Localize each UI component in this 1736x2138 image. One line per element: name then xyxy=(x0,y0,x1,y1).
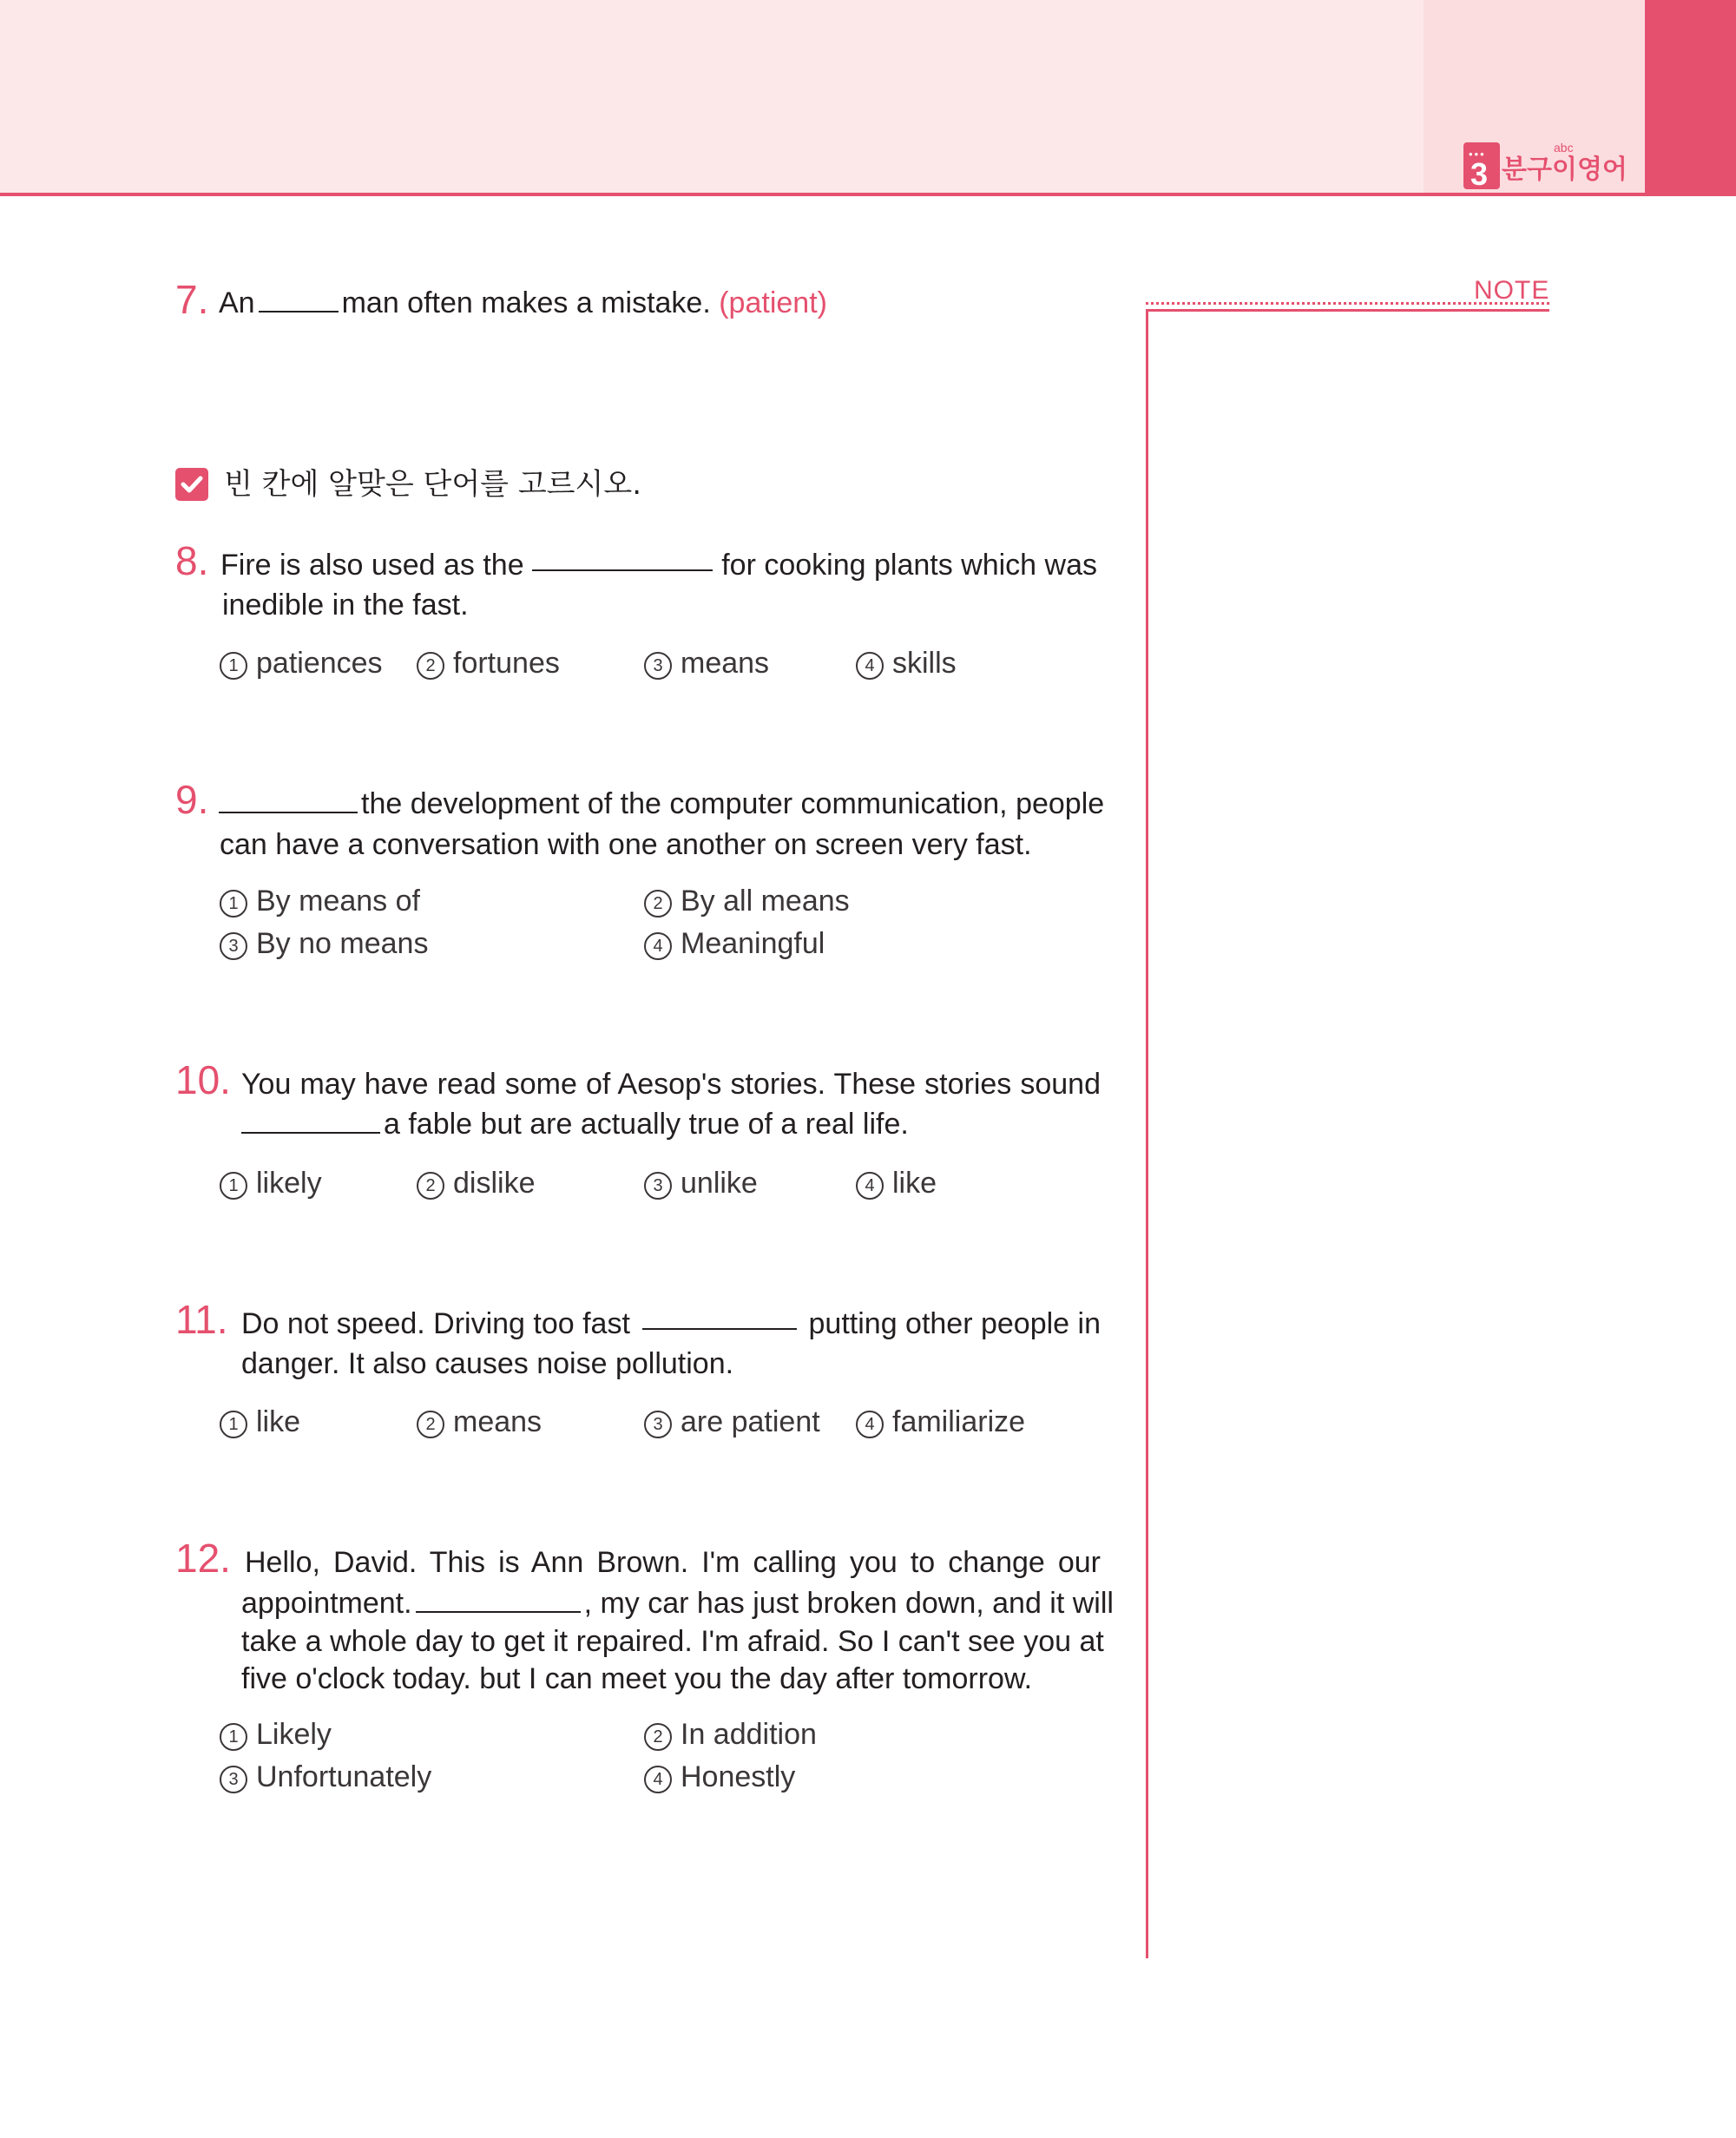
hint-word: (patient) xyxy=(719,286,827,319)
logo-number: 3 xyxy=(1470,156,1489,192)
option-1[interactable]: 1 patiences xyxy=(220,644,383,682)
question-text-line: take a whole day to get it repaired. I'm afraid. So I can't see you at xyxy=(241,1625,1104,1658)
question-text-line: appointment. , my car has just broken down, and it will xyxy=(241,1587,1114,1620)
section-instruction: 빈 칸에 알맞은 단어를 고르시오. xyxy=(224,467,642,502)
note-label: NOTE xyxy=(1474,276,1550,305)
logo-badge xyxy=(1463,142,1500,192)
question-number: 10. xyxy=(175,1057,231,1102)
option-1[interactable]: 1 Likely xyxy=(220,1715,332,1753)
logo-dots: ••• xyxy=(1469,148,1486,161)
question-text-line: five o'clock today. but I can meet you the day after tomorrow. xyxy=(241,1662,1033,1695)
question-number: 12. xyxy=(175,1536,231,1581)
logo-abc: abc xyxy=(1554,141,1574,155)
option-4[interactable]: 4 familiarize xyxy=(856,1403,1025,1441)
question-text-line: danger. It also causes noise pollution. xyxy=(241,1347,734,1380)
option-3[interactable]: 3 By no means xyxy=(220,924,428,963)
option-1[interactable]: 1 like xyxy=(220,1403,300,1441)
answer-blank xyxy=(241,1108,380,1134)
option-4[interactable]: 4 Honestly xyxy=(644,1758,795,1796)
answer-blank xyxy=(532,545,713,571)
header-accent-bar xyxy=(1645,0,1736,194)
question-text-line: You may have read some of Aesop's stories. These stories sound xyxy=(241,1068,1101,1101)
logo-text: 분구이영어 xyxy=(1502,155,1628,185)
option-4[interactable]: 4 Meaningful xyxy=(644,924,825,963)
header-divider xyxy=(0,193,1736,196)
question-text-line: Fire is also used as the for cooking plants which was xyxy=(220,545,1097,585)
question-text-line: Hello, David. This is Ann Brown. I'm calling you to change our xyxy=(245,1546,1101,1579)
option-2[interactable]: 2 fortunes xyxy=(417,644,560,682)
option-1[interactable]: 1 By means of xyxy=(220,882,420,920)
option-2[interactable]: 2 In addition xyxy=(644,1715,817,1753)
option-1[interactable]: 1 likely xyxy=(220,1164,322,1202)
publisher-logo xyxy=(1463,141,1628,193)
option-4[interactable]: 4 like xyxy=(856,1164,937,1202)
question-text-line: a fable but are actually true of a real life. xyxy=(241,1104,909,1144)
option-4[interactable]: 4 skills xyxy=(856,644,957,682)
question-number: 8. xyxy=(175,538,209,583)
question-text-line: inedible in the fast. xyxy=(222,589,469,622)
option-3[interactable]: 3 Unfortunately xyxy=(220,1758,431,1796)
answer-blank xyxy=(642,1304,797,1330)
question-text-line: the development of the computer communication, people xyxy=(219,784,1104,824)
question-number: 7. xyxy=(175,277,209,322)
question-text: An man often makes a mistake. (patient) xyxy=(219,286,827,319)
question-text-line: Do not speed. Driving too fast putting other people in xyxy=(241,1304,1101,1344)
option-2[interactable]: 2 means xyxy=(417,1403,542,1441)
option-2[interactable]: 2 dislike xyxy=(417,1164,535,1202)
note-dotted-rule xyxy=(1146,302,1549,305)
answer-blank xyxy=(259,286,339,312)
answer-blank xyxy=(219,787,358,813)
question-number: 11. xyxy=(175,1297,228,1342)
option-3[interactable]: 3 means xyxy=(644,644,769,682)
question-text-line: can have a conversation with one another on screen very fast. xyxy=(220,828,1032,861)
answer-blank xyxy=(416,1587,581,1613)
option-3[interactable]: 3 unlike xyxy=(644,1164,758,1202)
note-margin-line xyxy=(1146,309,1148,1958)
option-2[interactable]: 2 By all means xyxy=(644,882,850,920)
checkbox-icon xyxy=(175,468,208,501)
question-number: 9. xyxy=(175,777,209,822)
option-3[interactable]: 3 are patient xyxy=(644,1403,820,1441)
note-top-line xyxy=(1146,309,1549,312)
